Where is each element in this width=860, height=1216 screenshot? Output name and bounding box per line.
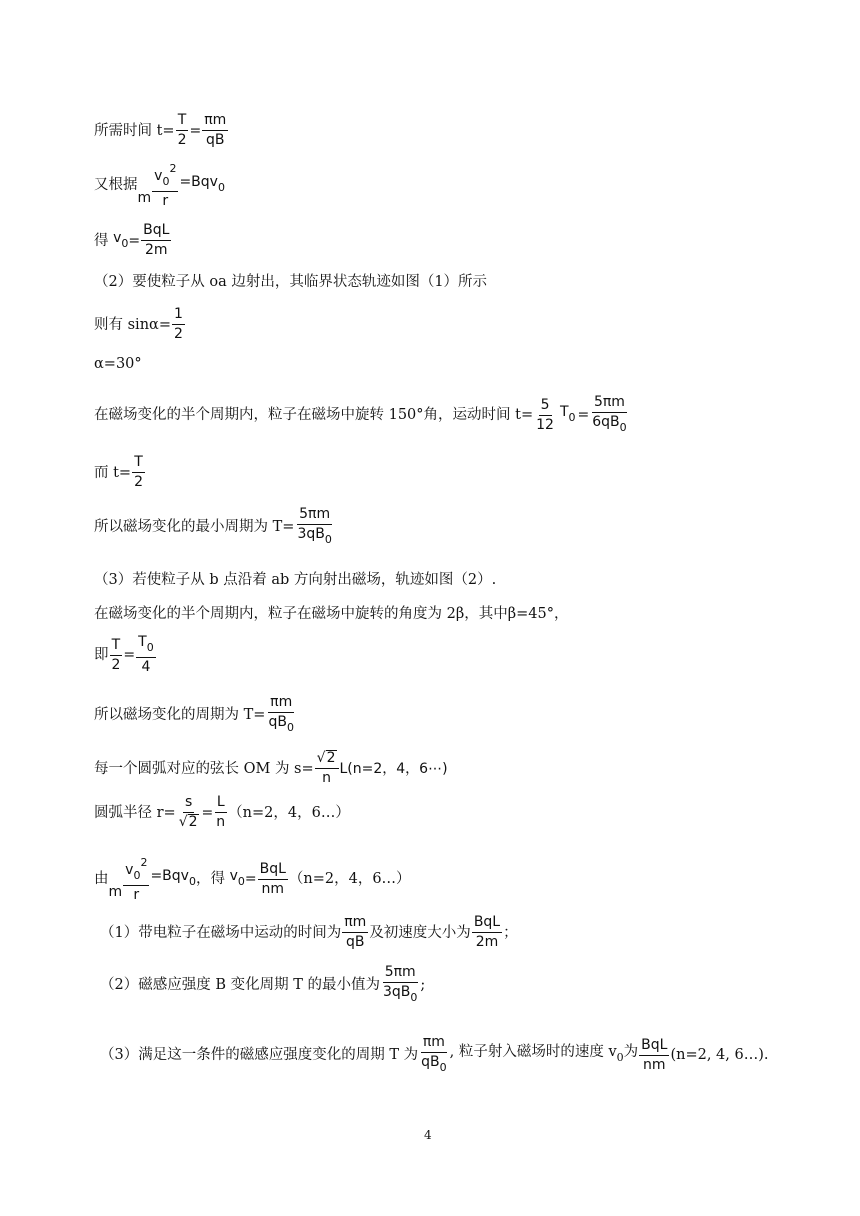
text: 又根据 xyxy=(94,177,138,193)
line-rotation-angle xyxy=(94,604,568,624)
denominator: 2 xyxy=(134,474,144,490)
numerator: s xyxy=(183,794,194,813)
denominator: nm xyxy=(261,880,284,897)
T0 xyxy=(560,402,576,428)
fraction xyxy=(132,454,145,491)
den-text: 3qB xyxy=(297,526,325,542)
denominator: r xyxy=(162,193,169,209)
equals: = xyxy=(577,407,590,423)
num-v: v xyxy=(154,168,163,184)
denominator: 4 xyxy=(141,659,151,675)
equals: = xyxy=(189,122,202,139)
den-sub: 0 xyxy=(439,1061,447,1074)
after: （n=2，4，6…） xyxy=(288,871,411,887)
line-answer-1 xyxy=(100,914,518,951)
num-sub: 0 xyxy=(133,869,141,882)
num-sup: 2 xyxy=(140,856,148,869)
numerator: πm xyxy=(202,112,228,131)
numerator xyxy=(152,160,178,192)
den-sub: 0 xyxy=(324,533,332,546)
rhs xyxy=(179,172,225,198)
text: （3）若使粒子从 b 点沿着 ab 方向射出磁场，轨迹如图（2）. xyxy=(94,572,497,588)
numerator: BqL xyxy=(141,222,171,241)
numerator xyxy=(123,854,149,886)
fraction xyxy=(152,160,178,210)
fraction xyxy=(590,394,628,436)
end: ； xyxy=(503,924,518,941)
fraction xyxy=(110,637,123,674)
sqrt xyxy=(317,750,337,766)
mass: m xyxy=(108,884,123,900)
fraction xyxy=(381,964,419,1006)
after: （n=2，4，6…） xyxy=(228,804,350,821)
line-time-required xyxy=(94,112,229,149)
after: (n=2, 4, 6…). xyxy=(670,1047,769,1063)
numerator: 5 xyxy=(539,397,552,416)
numerator: BqL xyxy=(472,914,502,933)
text: 所需时间 t= xyxy=(94,122,175,139)
equals: = xyxy=(201,804,214,821)
v: v xyxy=(113,229,122,246)
num-sub: 0 xyxy=(146,641,154,654)
radicand: 2 xyxy=(188,814,198,830)
denominator: 2m xyxy=(475,934,499,950)
text: 每一个圆弧对应的弦长 OM 为 s= xyxy=(94,760,314,777)
v: v xyxy=(229,868,238,884)
denominator xyxy=(266,713,296,736)
text: 在磁场变化的半个周期内，粒子在磁场中旋转 150°角，运动时间 t= xyxy=(94,407,534,423)
line-arc-radius xyxy=(94,794,350,831)
text: 圆弧半径 r= xyxy=(94,804,176,821)
fraction xyxy=(315,750,339,787)
den-sub: 0 xyxy=(286,721,294,734)
line-part3-intro xyxy=(94,570,496,590)
numerator: BqL xyxy=(258,861,288,880)
text: 由 xyxy=(94,871,109,887)
mid: ，得 xyxy=(195,871,230,887)
radical-sign: √ xyxy=(178,814,188,830)
fraction xyxy=(136,634,156,676)
line-v0-result xyxy=(94,222,172,259)
line-sin-alpha xyxy=(94,306,186,343)
text: （2）要使粒子从 oa 边射出，其临界状态轨迹如图（1）所示 xyxy=(94,274,488,290)
denominator: n xyxy=(322,770,332,786)
fraction xyxy=(295,506,333,548)
den-text: 3qB xyxy=(383,984,411,1000)
line-alpha-value xyxy=(94,354,142,374)
fraction xyxy=(258,861,288,898)
fraction xyxy=(123,854,149,904)
den-text: qB xyxy=(268,714,287,730)
numerator: T xyxy=(176,112,189,131)
text: 所以磁场变化的最小周期为 T= xyxy=(94,519,295,535)
den-sub: 0 xyxy=(619,421,627,434)
T: T xyxy=(559,404,569,420)
v-sub: 0 xyxy=(237,875,245,888)
denominator: n xyxy=(216,814,226,830)
v0 xyxy=(113,228,128,254)
numerator: πm xyxy=(268,694,294,713)
fraction xyxy=(419,1034,449,1076)
numerator: T xyxy=(132,454,145,473)
num-sup: 2 xyxy=(169,162,177,175)
numerator: 5πm xyxy=(297,506,332,525)
den-text: qB xyxy=(421,1054,440,1070)
denominator: qB xyxy=(346,934,365,950)
num-sub: 0 xyxy=(162,175,170,188)
line-rotation-time xyxy=(94,394,630,436)
denominator: nm xyxy=(643,1056,666,1073)
equals: = xyxy=(128,232,141,249)
denominator: 2 xyxy=(177,132,187,148)
rhs-text: =Bqv xyxy=(179,174,218,190)
mid: 及初速度大小为 xyxy=(369,924,471,941)
rhs-sub: 0 xyxy=(217,181,225,194)
denominator: r xyxy=(133,887,140,903)
fraction xyxy=(534,397,556,434)
T-sub: 0 xyxy=(568,411,576,424)
rhs-sub: 0 xyxy=(188,875,196,888)
numerator: πm xyxy=(421,1034,447,1053)
numerator: πm xyxy=(342,914,368,933)
text: （1）带电粒子在磁场中运动的时间为 xyxy=(100,924,342,941)
page-number: 4 xyxy=(424,1128,432,1142)
denominator: 2 xyxy=(111,656,121,673)
fraction xyxy=(172,306,185,343)
line-v0-general xyxy=(94,854,411,904)
text: 而 t= xyxy=(94,464,132,481)
line-answer-2 xyxy=(100,964,425,1006)
denominator xyxy=(419,1053,449,1076)
mid-sub: 0 xyxy=(616,1051,624,1064)
num-text: T xyxy=(138,634,147,650)
fraction xyxy=(176,112,189,149)
after: L(n=2，4，6⋯) xyxy=(339,760,448,777)
numerator: 5πm xyxy=(383,964,418,983)
fraction xyxy=(177,794,201,831)
numerator: 1 xyxy=(172,306,185,325)
line-force-equation xyxy=(94,160,225,210)
mid xyxy=(450,1042,639,1068)
fraction xyxy=(202,112,228,149)
denominator xyxy=(381,983,419,1006)
numerator: BqL xyxy=(639,1037,669,1056)
denominator: 2 xyxy=(173,326,183,342)
sqrt xyxy=(179,814,199,830)
text: 在磁场变化的半个周期内，粒子在磁场中旋转的角度为 2β，其中β=45°， xyxy=(94,606,569,622)
numerator xyxy=(136,634,156,658)
denominator: 2m xyxy=(145,242,168,258)
radicand: 2 xyxy=(326,750,336,766)
radical-sign: √ xyxy=(316,750,326,766)
line-t-half-period xyxy=(94,454,146,491)
fraction xyxy=(639,1037,669,1074)
denominator xyxy=(177,813,201,831)
denominator: 12 xyxy=(536,416,554,433)
end: ; xyxy=(420,977,426,993)
line-half-period-relation xyxy=(94,634,157,676)
fraction xyxy=(266,694,296,736)
numerator: T xyxy=(110,637,123,656)
line-part2-intro xyxy=(94,272,487,292)
line-answer-3 xyxy=(100,1034,768,1076)
line-min-period xyxy=(94,506,335,548)
equals: = xyxy=(244,871,257,887)
rhs xyxy=(150,866,196,892)
line-period xyxy=(94,694,297,736)
text: 即 xyxy=(94,647,109,663)
num-v: v xyxy=(125,862,134,878)
equals: = xyxy=(123,647,136,663)
mid-text: , 粒子射入磁场时的速度 v xyxy=(449,1044,617,1060)
v-sub: 0 xyxy=(121,236,129,250)
text: α=30° xyxy=(94,356,142,372)
denominator xyxy=(295,525,333,548)
line-chord-length xyxy=(94,750,448,787)
mid-text-2: 为 xyxy=(623,1044,639,1060)
text: （3）满足这一条件的磁感应强度变化的周期 T 为 xyxy=(100,1047,419,1063)
fraction xyxy=(214,794,227,831)
den-sub: 0 xyxy=(410,991,418,1004)
fraction xyxy=(342,914,368,951)
fraction xyxy=(472,914,502,951)
text: 则有 sinα= xyxy=(94,316,171,333)
mass: m xyxy=(137,190,152,206)
text: 得 xyxy=(94,232,114,249)
text: （2）磁感应强度 B 变化周期 T 的最小值为 xyxy=(100,977,380,993)
numerator: L xyxy=(215,794,227,813)
fraction xyxy=(141,222,171,259)
rhs-text: =Bqv xyxy=(150,868,189,884)
den-text: 6qB xyxy=(592,414,620,430)
text: 所以磁场变化的周期为 T= xyxy=(94,707,266,723)
denominator: qB xyxy=(206,132,225,148)
denominator xyxy=(590,413,628,436)
v0 xyxy=(230,866,245,892)
numerator xyxy=(315,750,339,769)
numerator: 5πm xyxy=(592,394,627,413)
